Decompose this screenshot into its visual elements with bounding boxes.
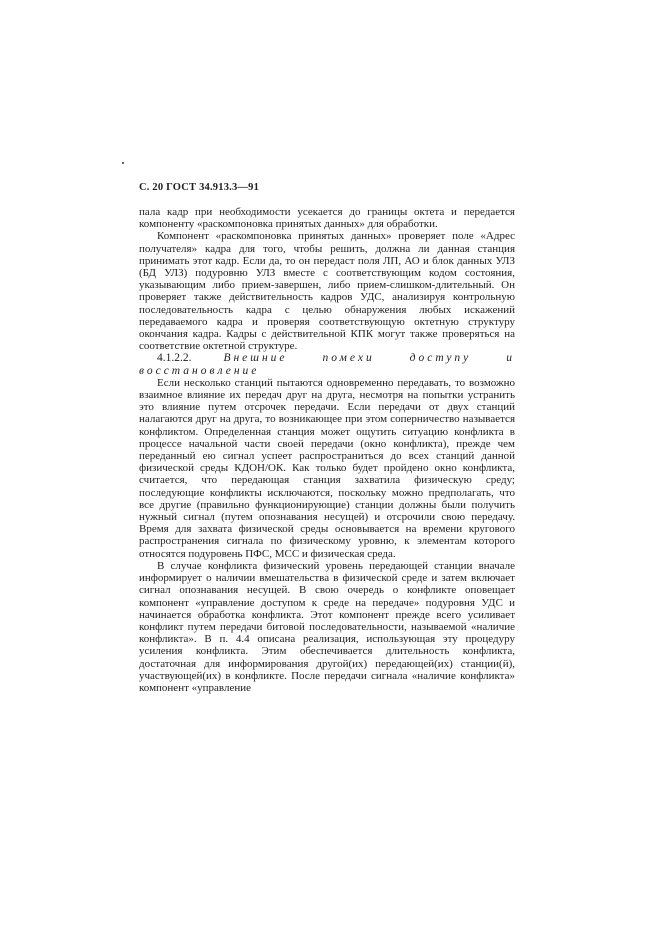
document-body [139,206,515,694]
section-number: 4.1.2.2. [157,352,192,365]
paragraph-continuation: пала кадр при необходимости усекается до границы октета и передается компоненту «раскомпоновка принятых данных» для обработки. [139,206,515,231]
paragraph-conflict-definition: Если несколько станций пытаются одновременно передавать, то возможно взаимное влияние их передач друг на друга, несмотря на попытки устранить это влияние путем отсрочек передачи. Если передачи от двух станций налагаются друг на друга, то возникающее при этом соперничество называется конфликтом. Определенная станция может ощутить ситуацию конфликта в процессе начальной части своей передачи (окно конфликта), прежде чем переданный ею сигнал успеет распространиться до всех станций данной физической среды КДОН/ОК. Как только будет пройдено окно конфликта, считается, что передающая станция захватила физическую среду; последующие конфликты исключаются, поскольку можно предполагать, что все другие (правильно функционирующие) станции должны были получить нужный сигнал (путем опознавания несущей) и отсрочили свою передачу. Время для захвата физической среды основывается на времени кругового распространения сигнала по физическому уровню, к элементам которого относятся подуровень ПФС, МСС и физическая среда. [139,376,515,560]
scan-speck [122,162,124,164]
paragraph-conflict-handling: В случае конфликта физический уровень передающей станции вначале информирует о наличии вмешательства в физической среде и затем включает сигнал опознавания несущей. В свою очередь о конфликте оповещает компонент «управление доступом к среде на передаче» подуровня УДС и начинается обработка конфликта. Этот компонент прежде всего усиливает конфликт путем передачи битовой последовательности, называемой «наличие конфликта». В п. 4.4 описана реализация, использующая эту процедуру усиления конфликта. Этим обеспечивается длительность конфликта, достаточная для информирования другой(их) передающей(их) станции(й), участвующей(их) в конфликте. После передачи сигнала «наличие конфликта» компонент «управление [139,559,515,694]
paragraph-component-check: Компонент «раскомпоновка принятых данных» проверяет поле «Адрес получателя» кадра для того, чтобы решить, должна ли данная станция принимать этот кадр. Если да, то он передаст поля ЛП, АО и блок данных УЛЗ (БД УЛЗ) подуровню УЛЗ вместе с соответствующим кодом состояния, указывающим либо прием-завершен, либо прием-слишком-длительный. Он проверяет также действительность кадров УДС, анализируя контрольную последовательность кадра с целью обнаружения любых искажений передаваемого кадра и проверяя соответствующую октетную структуру окончания кадра. Кадры с действительной КПК могут также проверяться на соответствие октетной структуре. [139,230,515,353]
section-title: Внешние помехи доступу и восстановление [139,352,515,377]
section-heading [139,352,515,376]
page-header: С. 20 ГОСТ 34.913.3—91 [139,182,260,193]
